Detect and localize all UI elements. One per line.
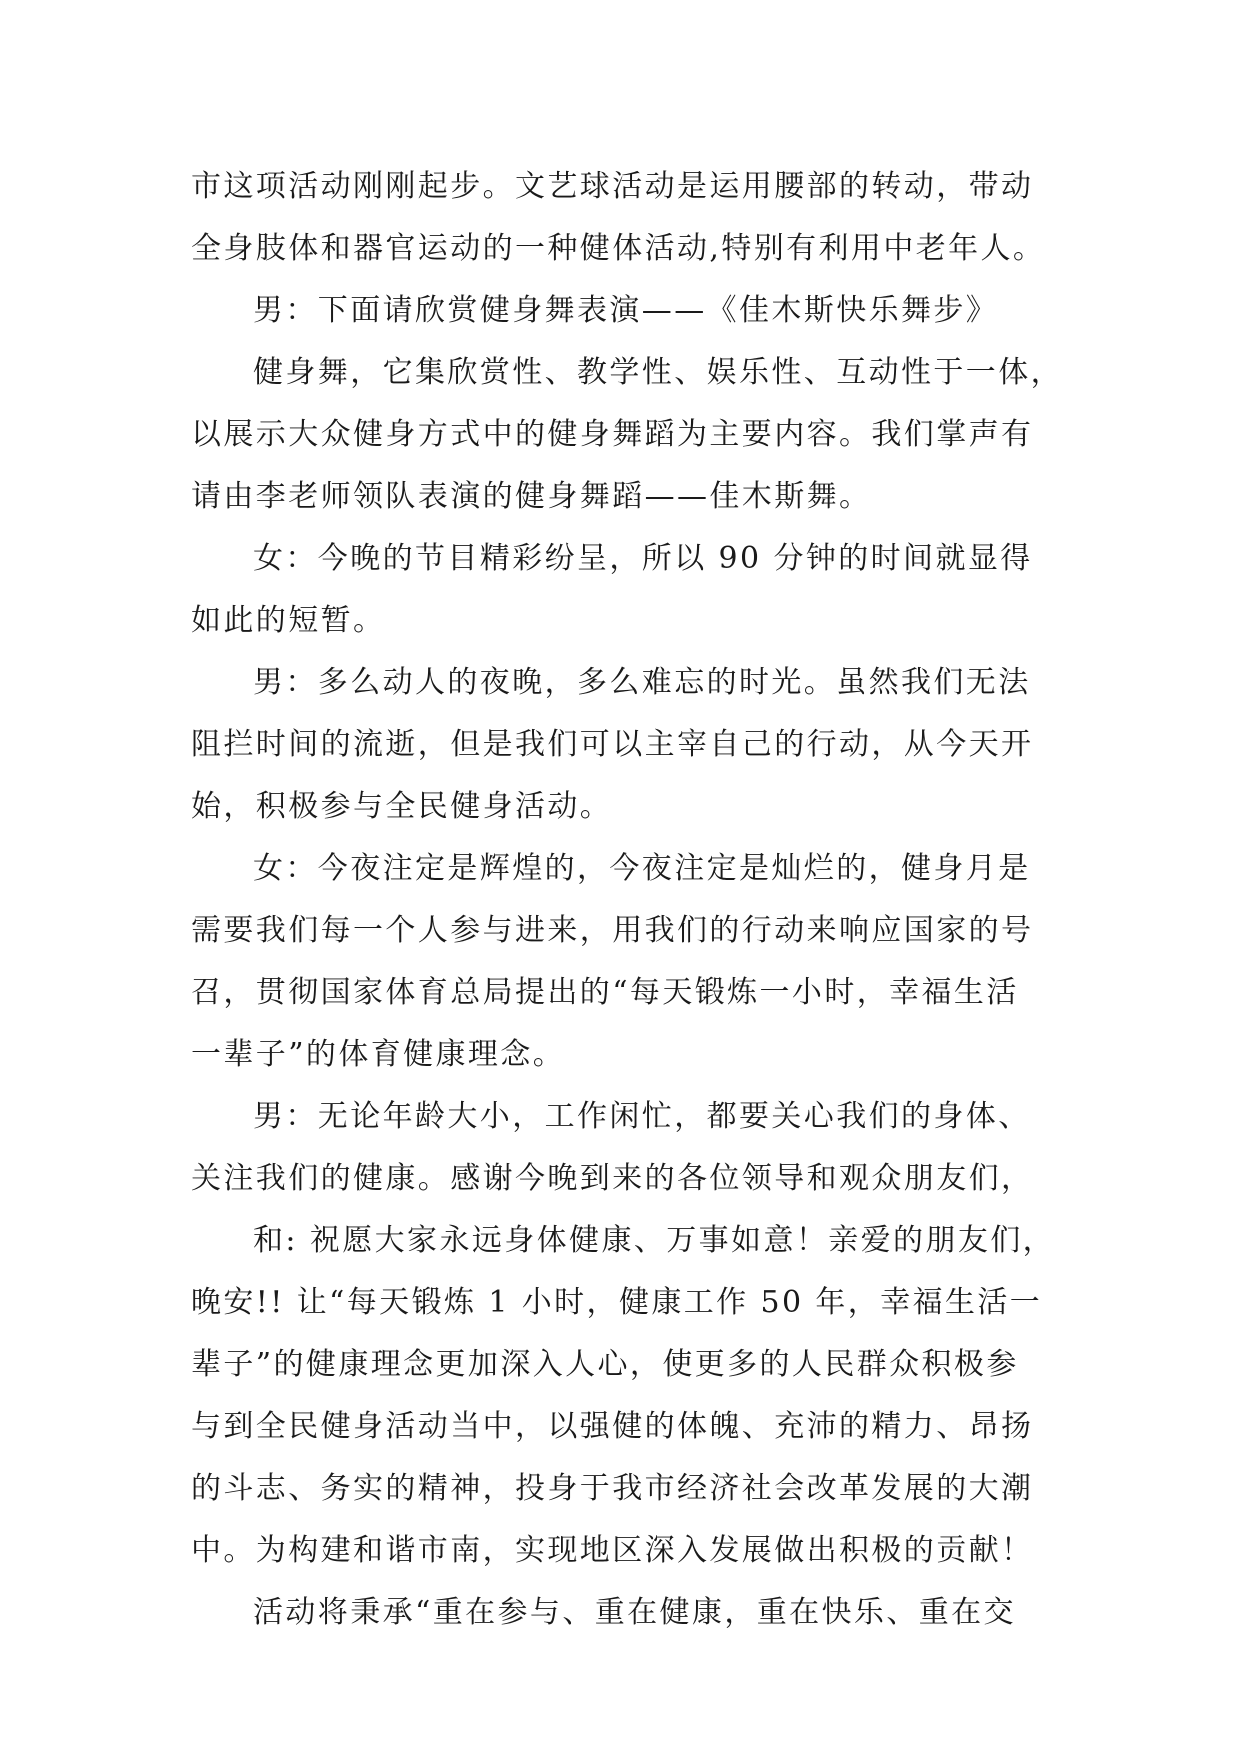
text-line: 以展示大众健身方式中的健身舞蹈为主要内容。我们掌声有 <box>191 417 1034 452</box>
text-line: 健身舞，它集欣赏性、教学性、娱乐性、互动性于一体， <box>253 355 1063 390</box>
text-line: 需要我们每一个人参与进来，用我们的行动来响应国家的号 <box>191 913 1034 948</box>
text-line: 辈子”的健康理念更加深入人心，使更多的人民群众积极参 <box>191 1347 1019 1382</box>
document-body <box>191 156 1071 1644</box>
text-line: 女：今晚的节目精彩纷呈，所以 90 分钟的时间就显得 <box>253 541 1033 576</box>
text-line: 女：今夜注定是辉煌的，今夜注定是灿烂的，健身月是 <box>253 851 1031 886</box>
text-line: 全身肢体和器官运动的一种健体活动,特别有利用中老年人。 <box>191 231 1046 266</box>
text-line: 男：多么动人的夜晚，多么难忘的时光。虽然我们无法 <box>253 665 1031 700</box>
text-line: 男：下面请欣赏健身舞表演——《佳木斯快乐舞步》 <box>253 293 999 328</box>
text-line: 如此的短暂。 <box>191 603 386 638</box>
text-line: 召，贯彻国家体育总局提出的“每天锻炼一小时，幸福生活 <box>191 975 1019 1010</box>
text-line: 始，积极参与全民健身活动。 <box>191 789 613 824</box>
text-line: 男：无论年龄大小，工作闲忙，都要关心我们的身体、 <box>253 1099 1031 1134</box>
text-line: 活动将秉承“重在参与、重在健康，重在快乐、重在交 <box>253 1595 1016 1630</box>
text-line: 一辈子”的体育健康理念。 <box>191 1037 566 1072</box>
text-line: 市这项活动刚刚起步。文艺球活动是运用腰部的转动，带动 <box>191 169 1034 204</box>
text-line: 阻拦时间的流逝，但是我们可以主宰自己的行动，从今天开 <box>191 727 1034 762</box>
text-line: 关注我们的健康。感谢今晚到来的各位领导和观众朋友们， <box>191 1161 1034 1196</box>
text-line: 中。为构建和谐市南，实现地区深入发展做出积极的贡献！ <box>191 1533 1034 1568</box>
text-line: 与到全民健身活动当中，以强健的体魄、充沛的精力、昂扬 <box>191 1409 1034 1444</box>
text-line: 请由李老师领队表演的健身舞蹈——佳木斯舞。 <box>191 479 872 514</box>
text-line: 晚安!! 让“每天锻炼 1 小时，健康工作 50 年，幸福生活一 <box>191 1285 1043 1320</box>
text-line: 的斗志、务实的精神，投身于我市经济社会改革发展的大潮 <box>191 1471 1034 1506</box>
text-line: 和: 祝愿大家永远身体健康、万事如意！亲爱的朋友们， <box>253 1223 1056 1258</box>
